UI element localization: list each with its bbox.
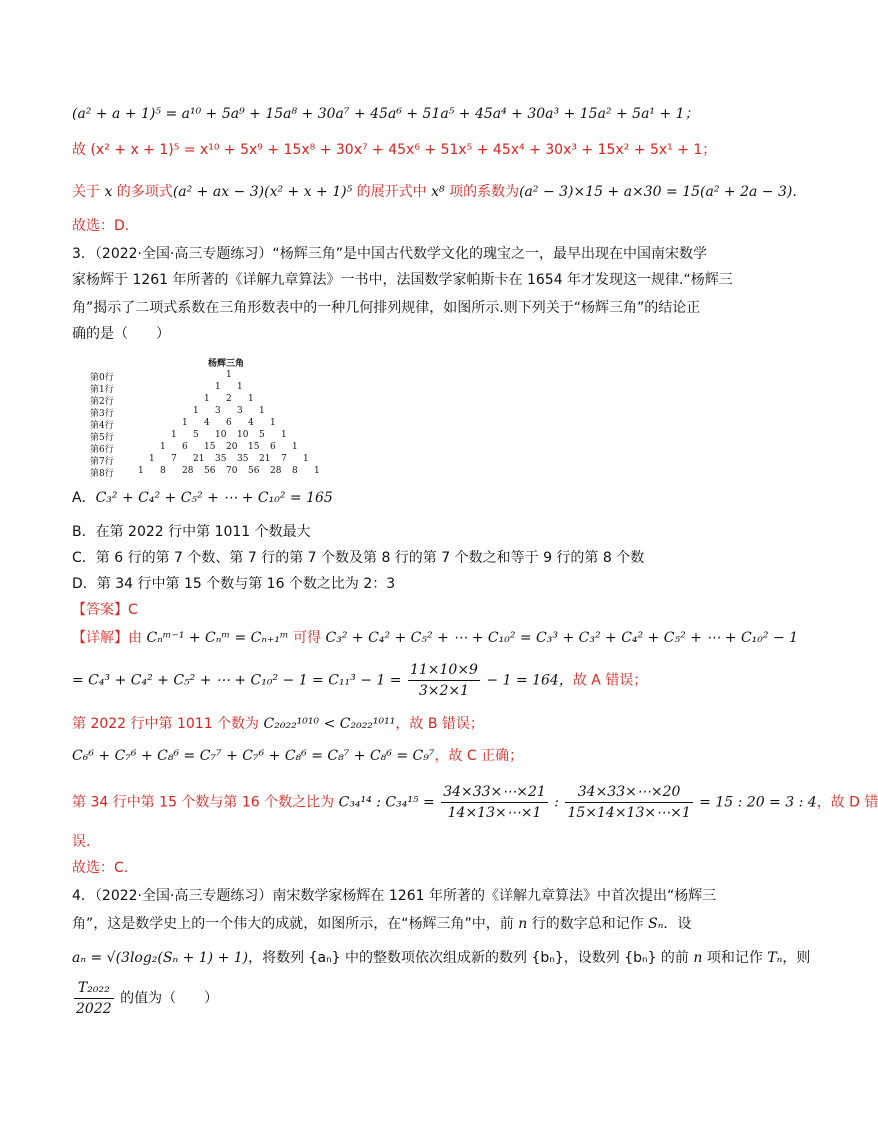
q4-stem-line4: $\frac{\text{T₂₀₂₂}}{2022}$ 的值为（ ）	[76, 980, 219, 1017]
triangle-value: 7	[281, 454, 287, 464]
q3-detail-line5-cont: 误.	[72, 834, 91, 850]
triangle-value: 21	[259, 454, 271, 464]
triangle-value: 6	[226, 418, 232, 428]
q3-detail-line4: C₆⁶ + C₇⁶ + C₈⁶ = C₇⁷ + C₇⁶ + C₈⁶ = C₈⁷ + C₈⁶ = C₉⁷，故 C 正确；	[72, 748, 524, 764]
triangle-value: 2	[226, 394, 232, 404]
q3-stem-line1: 3．（2022·全国·高三专题练习）“杨辉三角”是中国古代数学文化的瑰宝之一，最早出现在中国南宋数学	[72, 246, 707, 262]
triangle-row-label: 第7行	[90, 457, 114, 467]
q3-option-a: A．C₃² + C₄² + C₅² + ⋯ + C₁₀² = 165	[72, 490, 333, 506]
triangle-value: 4	[204, 418, 210, 428]
triangle-value: 1	[237, 382, 243, 392]
q3-detail-line5: 第 34 行中第 15 个数与第 16 个数之比为 C₃₄¹⁴ : C₃₄¹⁵ = $\frac{34\times 33\times\cdots\times 21}{14\times 13\times\cdots\times 1}$ : $\frac{34\times 33\times\cdots\times 20}{15\times 14\times 13\times\cdots\times 1}$ = 15 : 20 = 3 : 4，故 D 错	[72, 784, 878, 821]
q3-stem-line2: 家杨辉于 1261 年所著的《详解九章算法》一书中，法国数学家帕斯卡在 1654 年才发现这一规律.“杨辉三	[72, 272, 733, 288]
q3-stem-line3: 角”揭示了二项式系数在三角形数表中的一种几何排列规律，如图所示.则下列关于“杨辉三角”的结论正	[72, 300, 701, 316]
prev-choose: 故选：D．	[72, 218, 139, 234]
triangle-value: 8	[160, 466, 166, 476]
triangle-value: 1	[292, 442, 298, 452]
q4-stem-line2: 角”，这是数学史上的一个伟大的成就，如图所示，在“杨辉三角”中，前 n 行的数字总和记作 Sₙ．设	[72, 916, 692, 932]
triangle-value: 1	[138, 466, 144, 476]
triangle-value: 35	[237, 454, 249, 464]
expansion-a-equation: (a² + a + 1)⁵ = a¹⁰ + 5a⁹ + 15a⁸ + 30a⁷ + 45a⁶ + 51a⁵ + 45a⁴ + 30a³ + 15a² + 5a¹ + 1；	[72, 106, 699, 122]
q3-option-b: B．在第 2022 行中第 1011 个数最大	[72, 524, 311, 540]
triangle-value: 1	[182, 418, 188, 428]
triangle-row-label: 第1行	[90, 385, 114, 395]
q4-stem-line3: aₙ = √(3log₂(Sₙ + 1) + 1)，将数列 {aₙ} 中的整数项依次组成新的数列 {bₙ}，设数列 {bₙ} 的前 n 项和记作 Tₙ，则	[72, 950, 811, 966]
triangle-value: 7	[171, 454, 177, 464]
triangle-value: 10	[215, 430, 227, 440]
triangle-value: 15	[248, 442, 260, 452]
triangle-value: 21	[193, 454, 205, 464]
triangle-value: 1	[303, 454, 309, 464]
q3-answer: 【答案】C	[72, 602, 138, 618]
q3-option-c: C．第 6 行的第 7 个数、第 7 行的第 7 个数及第 8 行的第 7 个数之和等于 9 行的第 8 个数	[72, 550, 645, 566]
triangle-value: 1	[215, 382, 221, 392]
triangle-value: 1	[149, 454, 155, 464]
q3-option-d: D．第 34 行中第 15 个数与第 16 个数之比为 2：3	[72, 576, 396, 592]
triangle-value: 20	[226, 442, 238, 452]
triangle-value: 8	[292, 466, 298, 476]
triangle-value: 10	[237, 430, 249, 440]
triangle-value: 56	[204, 466, 216, 476]
triangle-value: 3	[215, 406, 221, 416]
q3-choose: 故选：C.	[72, 860, 129, 876]
triangle-row-label: 第3行	[90, 409, 114, 419]
triangle-value: 1	[248, 394, 254, 404]
triangle-value: 5	[193, 430, 199, 440]
triangle-value: 15	[204, 442, 216, 452]
yanghui-triangle-figure	[90, 350, 330, 480]
triangle-value: 5	[259, 430, 265, 440]
triangle-row-label: 第0行	[90, 373, 114, 383]
triangle-title: 杨辉三角	[208, 359, 245, 369]
q3-stem-line4: 确的是（ ）	[72, 326, 170, 342]
triangle-value: 1	[281, 430, 287, 440]
triangle-row-label: 第2行	[90, 397, 114, 407]
triangle-row-label: 第5行	[90, 433, 114, 443]
triangle-value: 3	[237, 406, 243, 416]
fraction-t2022-over-2022: $\frac{\text{T₂₀₂₂}}{2022}$	[76, 980, 112, 1017]
expansion-x-equation: 故 (x² + x + 1)⁵ = x¹⁰ + 5x⁹ + 15x⁸ + 30x⁷ + 45x⁶ + 51x⁵ + 45x⁴ + 30x³ + 15x² + 5x¹ + 1；	[72, 142, 717, 158]
triangle-value: 6	[182, 442, 188, 452]
triangle-value: 1	[259, 406, 265, 416]
triangle-value: 6	[270, 442, 276, 452]
triangle-value: 1	[204, 394, 210, 404]
triangle-value: 1	[171, 430, 177, 440]
triangle-value: 1	[160, 442, 166, 452]
triangle-value: 1	[193, 406, 199, 416]
triangle-value: 28	[182, 466, 194, 476]
triangle-value: 1	[270, 418, 276, 428]
coefficient-statement: 关于 x 的多项式(a² + ax − 3)(x² + x + 1)⁵ 的展开式中 x⁸ 项的系数为(a² − 3)×15 + a×30 = 15(a² + 2a − 3).	[72, 184, 797, 200]
triangle-value: 28	[270, 466, 282, 476]
fraction-34-to-20: $\frac{34\times 33\times\cdots\times 20}{15\times 14\times 13\times\cdots\times 1}$	[567, 784, 691, 821]
q4-stem-line1: 4．（2022·全国·高三专题练习）南宋数学家杨辉在 1261 年所著的《详解九章算法》中首次提出“杨辉三	[72, 888, 717, 904]
triangle-value: 1	[314, 466, 320, 476]
triangle-value: 1	[226, 370, 232, 380]
q3-detail-line1: 【详解】由 Cₙᵐ⁻¹ + Cₙᵐ = Cₙ₊₁ᵐ 可得 C₃² + C₄² + C₅² + ⋯ + C₁₀² = C₃³ + C₃² + C₄² + C₅² + ⋯ + C₁₀² − 1	[72, 630, 799, 646]
triangle-value: 70	[226, 466, 238, 476]
fraction-34-to-21: $\frac{34\times 33\times\cdots\times 21}{14\times 13\times\cdots\times 1}$	[443, 784, 546, 821]
triangle-row-label: 第8行	[90, 469, 114, 479]
q3-detail-line3: 第 2022 行中第 1011 个数为 C₂₀₂₂¹⁰¹⁰ < C₂₀₂₂¹⁰¹¹，故 B 错误；	[72, 716, 484, 732]
triangle-row-label: 第6行	[90, 445, 114, 455]
triangle-value: 56	[248, 466, 260, 476]
triangle-value: 4	[248, 418, 254, 428]
triangle-row-label: 第4行	[90, 421, 114, 431]
q3-detail-line2: = C₄³ + C₄² + C₅² + ⋯ + C₁₀² − 1 = C₁₁³ − 1 = $\frac{11\times 10\times 9}{3\times 2\times 1}$ − 1 = 164，故 A 错误；	[72, 662, 648, 699]
triangle-value: 35	[215, 454, 227, 464]
fraction-11-10-9: $\frac{11\times 10\times 9}{3\times 2\times 1}$	[409, 662, 478, 699]
